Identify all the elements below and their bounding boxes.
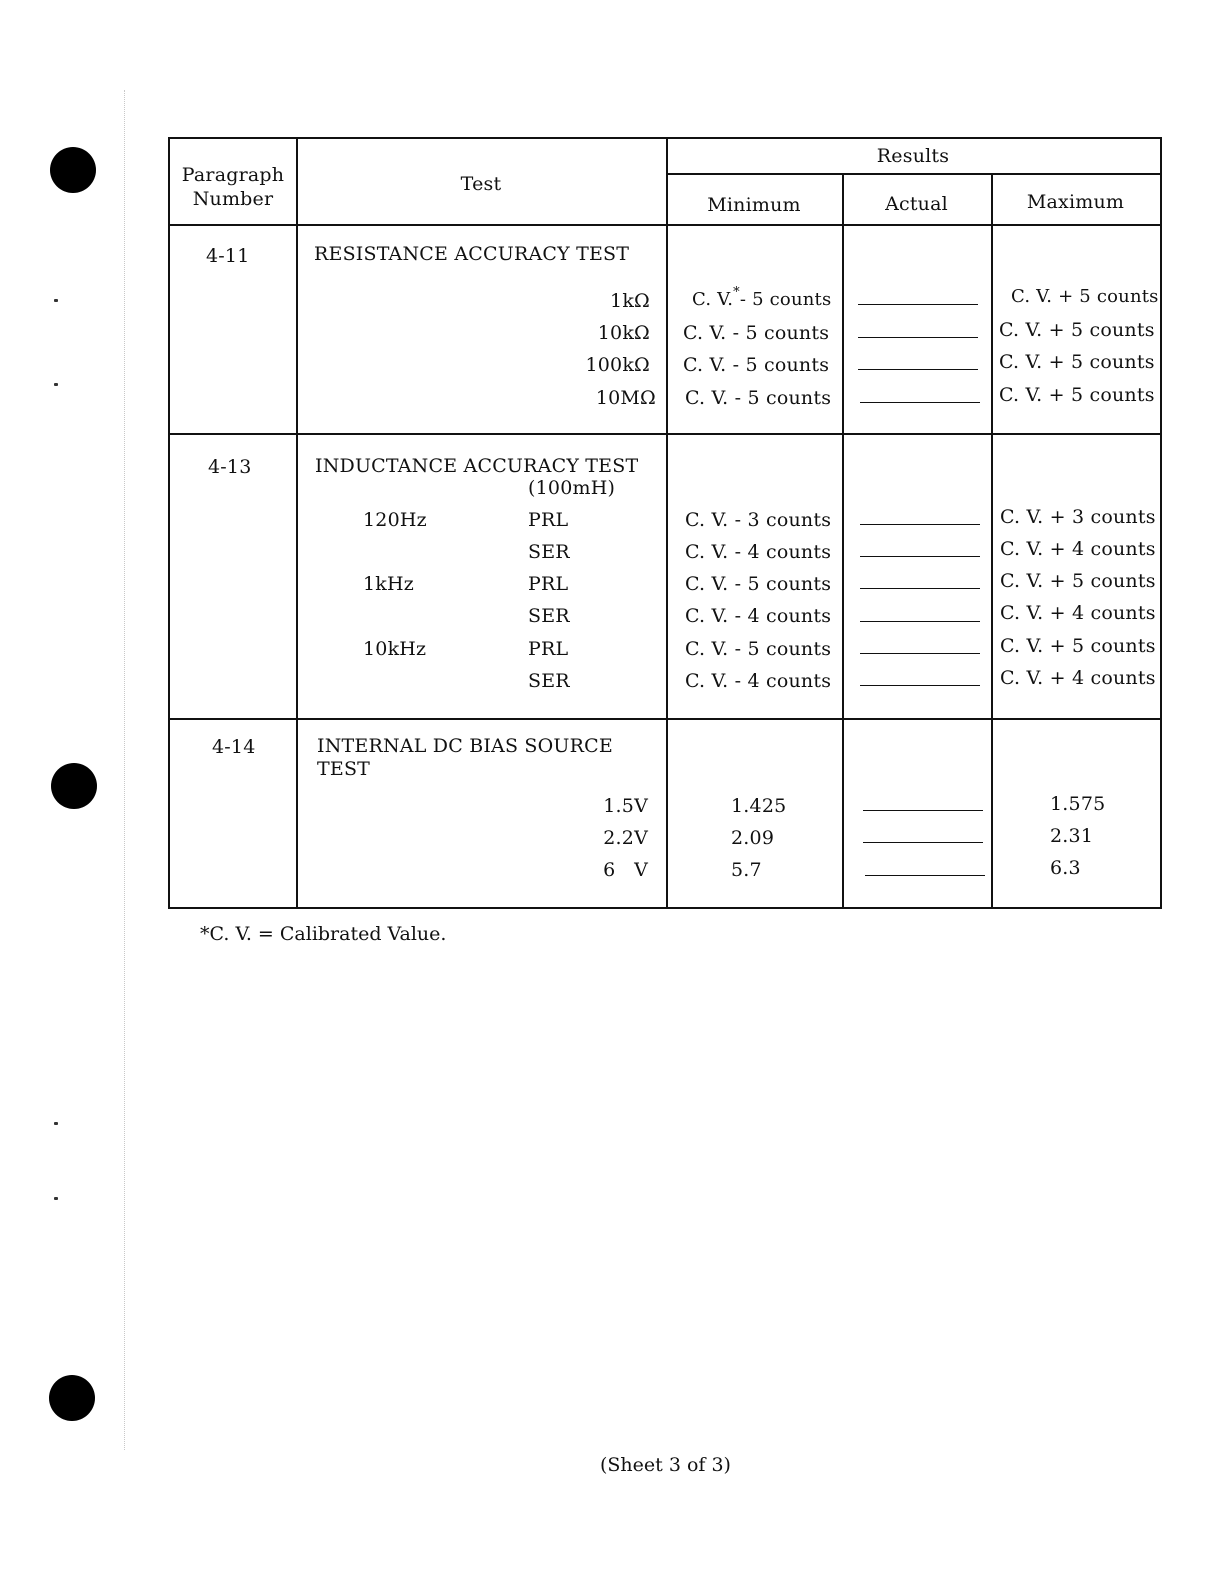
- mode-label: PRL: [528, 573, 569, 595]
- minimum-value: C. V. - 4 counts: [685, 605, 832, 627]
- minimum-value: 5.7: [731, 859, 762, 881]
- actual-entry-line[interactable]: [858, 369, 978, 370]
- mode-label: PRL: [528, 509, 569, 531]
- paragraph-number-header: [170, 163, 296, 211]
- test-param: 1.5V: [603, 795, 648, 817]
- test-param: 1kΩ: [610, 290, 650, 312]
- mode-label: SER: [528, 541, 570, 563]
- margin-speck: [54, 1122, 58, 1125]
- maximum-value: C. V. + 5 counts: [999, 384, 1155, 406]
- header-divider: [170, 224, 1160, 226]
- minimum-value: C. V. - 5 counts: [683, 354, 830, 376]
- actual-entry-line[interactable]: [860, 588, 980, 589]
- minimum-value: C. V. - 4 counts: [685, 670, 832, 692]
- footnote-asterisk: *: [733, 285, 740, 300]
- actual-entry-line[interactable]: [860, 621, 980, 622]
- col-divider: [842, 173, 844, 907]
- binder-hole-top: [50, 147, 96, 193]
- actual-entry-line[interactable]: [860, 524, 980, 525]
- actual-header: Actual: [885, 193, 948, 215]
- actual-entry-line[interactable]: [860, 556, 980, 557]
- actual-entry-line[interactable]: [865, 875, 985, 876]
- test-results-table: [168, 137, 1162, 909]
- minimum-value: C. V. - 5 counts: [685, 573, 832, 595]
- maximum-value: C. V. + 4 counts: [1000, 667, 1156, 689]
- margin-speck: [54, 383, 58, 386]
- perforation-line: [124, 90, 125, 1450]
- sheet-number: (Sheet 3 of 3): [600, 1454, 731, 1476]
- maximum-value: 6.3: [1050, 857, 1081, 879]
- test-param: 6 V: [603, 859, 648, 881]
- paragraph-number: 4-14: [212, 736, 256, 758]
- margin-speck: [54, 1197, 58, 1200]
- binder-hole-bottom: [49, 1375, 95, 1421]
- footnote: *C. V. = Calibrated Value.: [200, 923, 447, 945]
- maximum-value: C. V. + 5 counts: [999, 351, 1155, 373]
- margin-speck: [54, 299, 58, 302]
- actual-entry-line[interactable]: [858, 337, 978, 338]
- minimum-value: 1.425: [731, 795, 787, 817]
- col-divider: [666, 139, 668, 907]
- section-title: INDUCTANCE ACCURACY TEST: [315, 455, 639, 477]
- maximum-header: Maximum: [1026, 191, 1125, 213]
- section-divider: [170, 718, 1160, 720]
- section-title: INTERNAL DC BIAS SOURCE: [317, 735, 613, 757]
- frequency-label: 1kHz: [363, 573, 414, 595]
- actual-entry-line[interactable]: [860, 685, 980, 686]
- minimum-value: C. V. - 4 counts: [685, 541, 832, 563]
- actual-entry-line[interactable]: [858, 304, 978, 305]
- minimum-value: C. V. - 5 counts: [685, 638, 832, 660]
- section-subtitle: (100mH): [528, 477, 616, 499]
- maximum-value: C. V. + 3 counts: [1000, 506, 1156, 528]
- minimum-value: [692, 285, 832, 310]
- maximum-value: C. V. + 5 counts: [1011, 286, 1159, 307]
- minimum-value: C. V. - 3 counts: [685, 509, 832, 531]
- minimum-value-cv: C. V.: [692, 289, 734, 310]
- maximum-value: C. V. + 4 counts: [1000, 538, 1156, 560]
- minimum-value: 2.09: [731, 827, 775, 849]
- minimum-value: C. V. - 5 counts: [685, 387, 832, 409]
- actual-entry-line[interactable]: [863, 810, 983, 811]
- paragraph-number: 4-11: [206, 245, 250, 267]
- minimum-value: C. V. - 5 counts: [683, 322, 830, 344]
- test-param: 2.2V: [603, 827, 648, 849]
- results-header: Results: [876, 145, 950, 167]
- actual-entry-line[interactable]: [863, 842, 983, 843]
- actual-entry-line[interactable]: [860, 653, 980, 654]
- maximum-value: C. V. + 5 counts: [1000, 635, 1156, 657]
- mode-label: PRL: [528, 638, 569, 660]
- section-title-line2: TEST: [317, 758, 371, 780]
- maximum-value: C. V. + 5 counts: [999, 319, 1155, 341]
- mode-label: SER: [528, 605, 570, 627]
- section-divider: [170, 433, 1160, 435]
- col-divider: [991, 173, 993, 907]
- test-param: 10MΩ: [595, 387, 656, 409]
- col-divider: [296, 139, 298, 907]
- test-header: Test: [460, 173, 502, 195]
- mode-label: SER: [528, 670, 570, 692]
- minimum-header: Minimum: [707, 194, 801, 216]
- section-title: RESISTANCE ACCURACY TEST: [314, 243, 630, 265]
- maximum-value: 2.31: [1050, 825, 1094, 847]
- maximum-value: 1.575: [1050, 793, 1106, 815]
- minimum-value-rest: - 5 counts: [739, 289, 832, 310]
- paragraph-number-header-text: Paragraph Number: [181, 164, 285, 210]
- maximum-value: C. V. + 4 counts: [1000, 602, 1156, 624]
- test-param: 100kΩ: [585, 354, 650, 376]
- actual-entry-line[interactable]: [860, 402, 980, 403]
- test-param: 10kΩ: [597, 322, 650, 344]
- paragraph-number: 4-13: [208, 456, 252, 478]
- maximum-value: C. V. + 5 counts: [1000, 570, 1156, 592]
- results-divider: [666, 173, 1160, 175]
- binder-hole-middle: [51, 763, 97, 809]
- frequency-label: 120Hz: [363, 509, 427, 531]
- frequency-label: 10kHz: [363, 638, 427, 660]
